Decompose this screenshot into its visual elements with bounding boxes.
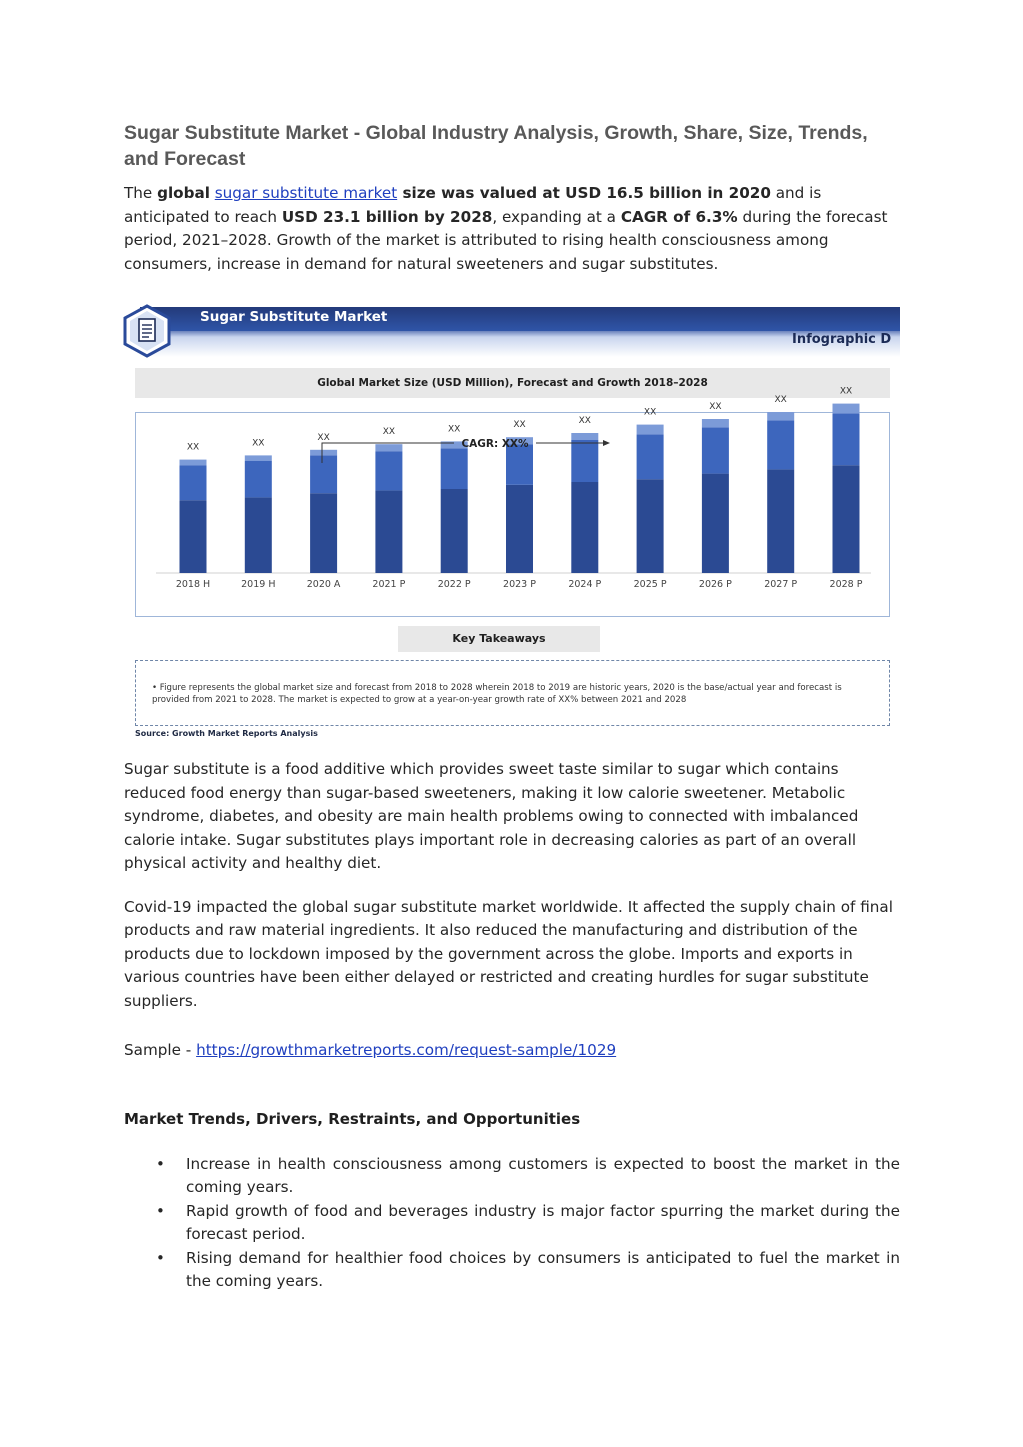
sample-link[interactable]: https://growthmarketreports.com/request-sample/1029: [196, 1041, 617, 1059]
bar-segment: [375, 444, 402, 451]
bar-segment: [441, 448, 468, 489]
bar-segment: [310, 455, 337, 493]
x-tick-label: 2019 H: [241, 579, 276, 590]
bar-segment: [571, 440, 598, 482]
bar-chart: [136, 386, 889, 616]
x-tick-label: 2024 P: [568, 579, 602, 590]
bar-segment: [702, 427, 729, 473]
bar-segment: [245, 455, 272, 461]
x-tick-label: 2025 P: [633, 579, 667, 590]
market-link[interactable]: sugar substitute market: [214, 184, 398, 202]
key-takeaways-box: [135, 660, 890, 726]
bar-segment: [702, 474, 729, 573]
bar-segment: [767, 412, 794, 420]
banner-title: Sugar Substitute Market: [200, 309, 388, 325]
data-label: XX: [317, 432, 330, 443]
bar-segment: [767, 469, 794, 573]
trends-list: [124, 1153, 900, 1294]
intro-bold-cagr: CAGR of 6.3%: [620, 207, 738, 226]
x-tick-label: 2028 P: [829, 579, 863, 590]
chart-frame: [135, 386, 890, 617]
intro-bold-value: size was valued at USD 16.5 billion in 2020: [397, 184, 771, 202]
description-paragraph: Sugar substitute is a food additive which provides sweet taste similar to sugar which contains reduced food energy than sugar-based sweeteners, making it low calorie sweetener. Metabolic syndrome, diabetes, and obesity are main health problems owing to connected with imbalanced calorie intake. Sugar substitutes plays important role in decreasing calories as part of an overall physical activity and healthy diet.: [124, 760, 859, 872]
key-takeaways-text: • Figure represents the global market size and forecast from 2018 to 2028 wherein 2018 to 2019 are historic years, 2020 is the base/actual year and forecast is provided from 2021 to 2028. The market is expected to grow at a year-on-year growth rate of XX% between 2021 and 2028: [152, 683, 842, 705]
list-item: • Rapid growth of food and beverages industry is major factor spurring the market during the forecast period.: [124, 1200, 900, 1247]
x-tick-label: 2027 P: [764, 579, 798, 590]
x-tick-label: 2018 H: [175, 579, 211, 590]
data-label: XX: [448, 424, 461, 435]
data-label: XX: [578, 416, 591, 426]
data-label: XX: [774, 395, 787, 405]
x-tick-label: 2026 P: [698, 579, 732, 590]
bar-segment: [310, 493, 337, 573]
cagr-annotation: CAGR: XX%: [461, 438, 529, 450]
data-label: XX: [513, 420, 526, 431]
document-page: [124, 120, 900, 276]
bar-segment: [637, 434, 664, 479]
data-label: XX: [186, 442, 200, 453]
bar-segment: [833, 465, 860, 573]
bar-segment: [375, 490, 402, 573]
data-label: XX: [709, 402, 722, 412]
data-label: XX: [252, 438, 265, 449]
bar-segment: [702, 419, 729, 427]
data-label: XX: [839, 386, 853, 397]
infographic: [124, 305, 900, 745]
bar-segment: [506, 444, 533, 485]
bar-segment: [506, 485, 533, 573]
sample-label: Sample -: [124, 1041, 197, 1059]
x-tick-label: 2022 P: [437, 579, 471, 590]
intro-paragraph: [124, 182, 900, 276]
bar-segment: [571, 433, 598, 440]
x-tick-label: 2020 A: [306, 579, 341, 590]
data-label: XX: [382, 427, 396, 438]
intro-bold-global: global: [157, 184, 210, 202]
covid-paragraph: Covid-19 impacted the global sugar substitute market worldwide. It affected the supply chain of final products and raw material ingredients. It also reduced the manufacturing and distribution of the products due to lockdown imposed by the government across the globe. Imports and exports in various countries have been either delayed or restricted and creating hurdles for sugar substitute suppliers.: [124, 897, 893, 1010]
bar-segment: [310, 450, 337, 456]
data-label: XX: [643, 407, 657, 418]
bar-segment: [767, 420, 794, 469]
chart-source: Source: Growth Market Reports Analysis: [135, 729, 318, 738]
x-tick-label: 2021 P: [372, 579, 406, 590]
bar-segment: [180, 465, 207, 500]
bar-segment: [571, 482, 598, 573]
list-item: • Increase in health consciousness among customers is expected to boost the market in the coming years.: [124, 1153, 900, 1200]
bar-segment: [833, 404, 860, 414]
bar-segment: [637, 425, 664, 435]
bar-segment: [245, 497, 272, 573]
intro-text-4: during the forecast period, 2021–2028. Growth of the market is attributed to rising health consciousness among consumers, increase in demand for natural sweeteners and sugar substitutes.: [124, 207, 888, 273]
cagr-arrow-head: [603, 440, 610, 446]
list-item: • Rising demand for healthier food choices by consumers is anticipated to fuel the market in the coming years.: [124, 1247, 900, 1294]
key-takeaways-heading: Key Takeaways: [398, 626, 600, 652]
intro-text-1: The: [124, 184, 158, 202]
bar-segment: [441, 489, 468, 573]
bar-segment: [180, 500, 207, 573]
bar-segment: [637, 479, 664, 573]
page-title: Sugar Substitute Market - Global Industry Analysis, Growth, Share, Size, Trends, and Forecast: [124, 122, 868, 170]
x-tick-label: 2023 P: [503, 579, 536, 590]
document-icon: [124, 305, 170, 357]
bar-segment: [833, 413, 860, 465]
banner-subtitle: Infographic D: [792, 332, 892, 347]
intro-text-2: and is anticipated to reach: [124, 184, 822, 226]
intro-bold-forecast: USD 23.1 billion by 2028: [281, 207, 493, 226]
bar-segment: [245, 461, 272, 497]
intro-text-3: , expanding at a: [492, 207, 621, 226]
body-section: [124, 758, 900, 1294]
sample-line: [124, 1039, 900, 1063]
section-heading: Market Trends, Drivers, Restraints, and Opportunities: [124, 1109, 581, 1128]
chart-title: Global Market Size (USD Million), Forecast and Growth 2018–2028: [135, 368, 890, 398]
bar-segment: [375, 451, 402, 490]
bar-segment: [180, 460, 207, 466]
